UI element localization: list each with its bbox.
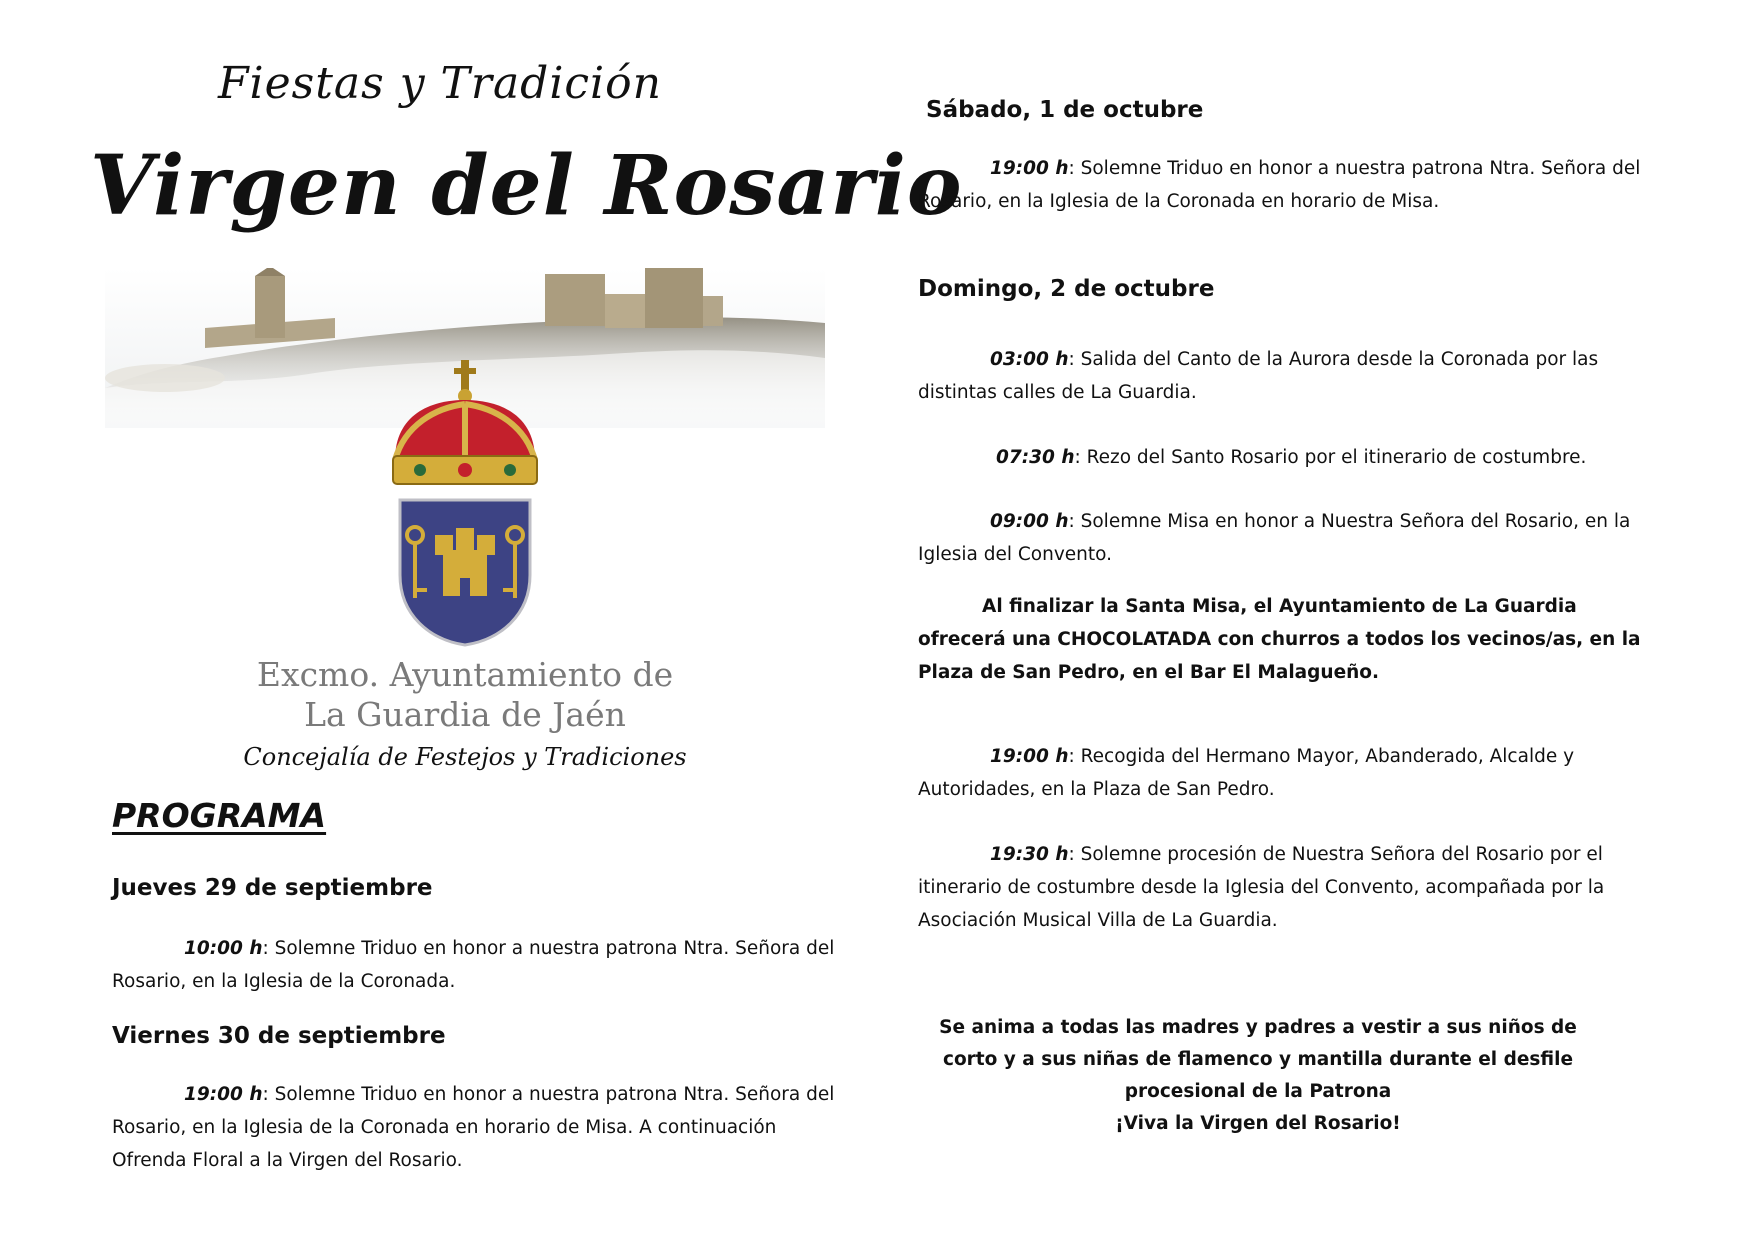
subtitle: Fiestas y Tradición xyxy=(218,58,662,109)
event-paragraph xyxy=(918,838,1648,937)
attire-note: Se anima a todas las madres y padres a vestir a sus niños de corto y a sus niñas de flamenco y mantilla durante el desfile procesional de la Patrona xyxy=(939,1017,1577,1102)
event-time: 19:30 h xyxy=(990,844,1069,865)
event-text: : Solemne procesión de Nuestra Señora del Rosario por el itinerario de costumbre desde la Iglesia del Convento, acompañada por la Asociación Musical Villa de La Guardia. xyxy=(918,844,1605,931)
event-paragraph xyxy=(918,441,1648,474)
event-paragraph xyxy=(918,505,1648,571)
council-name-line2: La Guardia de Jaén xyxy=(304,695,626,734)
chocolatada-text: Al finalizar la Santa Misa, el Ayuntamiento de La Guardia ofrecerá una CHOCOLATADA con churros a todos los vecinos/as, en la Plaza de San Pedro, en el Bar El Malagueño. xyxy=(918,596,1641,683)
day-heading-viernes: Viernes 30 de septiembre xyxy=(112,1023,446,1049)
event-text: : Recogida del Hermano Mayor, Abanderado, Alcalde y Autoridades, en la Plaza de San Pedro. xyxy=(918,746,1575,800)
chocolatada-announcement xyxy=(918,590,1648,689)
closing-cheer: ¡Viva la Virgen del Rosario! xyxy=(1115,1113,1401,1134)
event-time: 10:00 h xyxy=(184,938,263,959)
day-heading-sabado: Sábado, 1 de octubre xyxy=(926,97,1204,123)
event-time: 03:00 h xyxy=(990,349,1069,370)
council-department: Concejalía de Festejos y Tradiciones xyxy=(243,743,687,771)
day-heading-jueves: Jueves 29 de septiembre xyxy=(112,875,433,901)
event-paragraph xyxy=(112,932,852,998)
event-time: 19:00 h xyxy=(990,158,1069,179)
event-paragraph xyxy=(918,152,1648,218)
event-paragraph xyxy=(918,343,1648,409)
council-name-line1: Excmo. Ayuntamiento de xyxy=(256,655,674,694)
event-time: 09:00 h xyxy=(990,511,1069,532)
event-text: : Salida del Canto de la Aurora desde la Coronada por las distintas calles de La Guardia. xyxy=(918,349,1599,403)
event-time: 19:00 h xyxy=(990,746,1069,767)
day-heading-domingo: Domingo, 2 de octubre xyxy=(918,276,1215,302)
event-time: 07:30 h xyxy=(996,447,1075,468)
event-text: : Rezo del Santo Rosario por el itinerario de costumbre. xyxy=(1074,447,1587,468)
page-title: Virgen del Rosario xyxy=(90,138,963,234)
event-time: 19:00 h xyxy=(184,1084,263,1105)
event-text: : Solemne Triduo en honor a nuestra patrona Ntra. Señora del Rosario, en la Iglesia de la Coronada. xyxy=(112,938,835,992)
event-text: : Solemne Triduo en honor a nuestra patrona Ntra. Señora del Rosario, en la Iglesia de la Coronada en horario de Misa. A continuación Ofrenda Floral a la Virgen del Rosario. xyxy=(112,1084,835,1171)
program-heading: PROGRAMA xyxy=(112,796,327,835)
event-text: : Solemne Triduo en honor a nuestra patrona Ntra. Señora del Rosario, en la Iglesia de la Coronada en horario de Misa. xyxy=(918,158,1641,212)
event-paragraph xyxy=(112,1078,852,1177)
event-text: : Solemne Misa en honor a Nuestra Señora del Rosario, en la Iglesia del Convento. xyxy=(918,511,1631,565)
event-paragraph xyxy=(918,740,1648,806)
coat-of-arms-crest xyxy=(375,360,555,660)
